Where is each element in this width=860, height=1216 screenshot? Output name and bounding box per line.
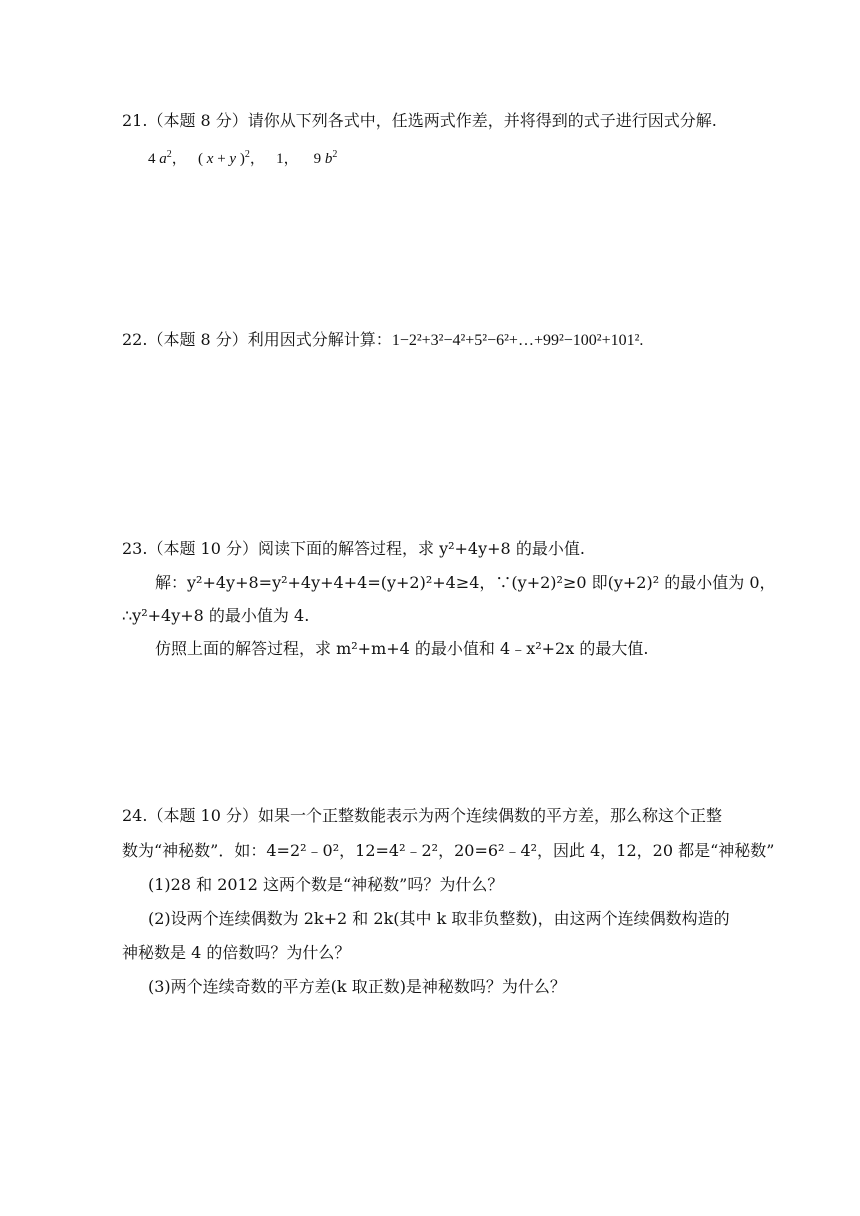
- q23-solution-line1: 解：y²+4y+8=y²+4y+4+4=(y+2)²+4≥4，∵(y+2)²≥0 即(y+2)² 的最小值为 0，: [155, 573, 776, 592]
- q21-expr-b: b: [324, 151, 333, 167]
- q21-expressions: [148, 148, 337, 170]
- q21-expr-b-sup: 2: [332, 149, 338, 160]
- q24-part2-line2: 神秘数是 4 的倍数吗？为什么？: [122, 943, 351, 962]
- q24-part3: (3)两个连续奇数的平方差(k 取正数)是神秘数吗？为什么？: [148, 977, 566, 996]
- q24-part1: (1)28 和 2012 这两个数是“神秘数”吗？为什么？: [148, 875, 504, 894]
- q21-expr-9: 9: [313, 151, 322, 167]
- q21-paren-close: ): [239, 151, 245, 167]
- q21-expr-xy-sup: 2: [244, 149, 250, 160]
- q22-expression: 1−2²+3²−4²+5²−6²+…+99²−100²+101².: [391, 332, 644, 349]
- q24-heading-line1: 24.（本题 10 分）如果一个正整数能表示为两个连续偶数的平方差，那么称这个正整: [122, 806, 722, 825]
- q22-heading: 22.（本题 8 分）利用因式分解计算：: [122, 330, 392, 349]
- q21-expr-a: a: [159, 151, 167, 167]
- q22-line: [122, 329, 643, 352]
- q23-task: 仿照上面的解答过程，求 m²+m+4 的最小值和 4﹣x²+2x 的最大值.: [155, 639, 649, 658]
- q24-heading-line2: 数为“神秘数”．如：4=2²﹣0²，12=4²﹣2²，20=6²﹣4²，因此 4，12，20 都是“神秘数”: [122, 841, 775, 860]
- q23-heading: 23.（本题 10 分）阅读下面的解答过程，求 y²+4y+8 的最小值.: [122, 539, 585, 558]
- q24-part2-line1: (2)设两个连续偶数为 2k+2 和 2k(其中 k 取非负整数)，由这两个连续偶数构造的: [148, 909, 730, 928]
- q21-sep2: ，: [249, 151, 265, 167]
- q21-expr-1: 1，: [276, 151, 299, 167]
- q21-plus: +: [213, 151, 230, 167]
- q21-expr-y: y: [229, 151, 237, 167]
- q21-sep1: ，: [171, 151, 187, 167]
- q23-solution-line2: ∴y²+4y+8 的最小值为 4.: [122, 606, 310, 625]
- q21-expr-a-sup: 2: [166, 149, 172, 160]
- q21-heading: 21.（本题 8 分）请你从下列各式中，任选两式作差，并将得到的式子进行因式分解.: [122, 111, 717, 130]
- q21-expr-x: x: [206, 151, 214, 167]
- q21-expr-4: 4: [148, 151, 156, 167]
- q21-paren-open: (: [198, 151, 204, 167]
